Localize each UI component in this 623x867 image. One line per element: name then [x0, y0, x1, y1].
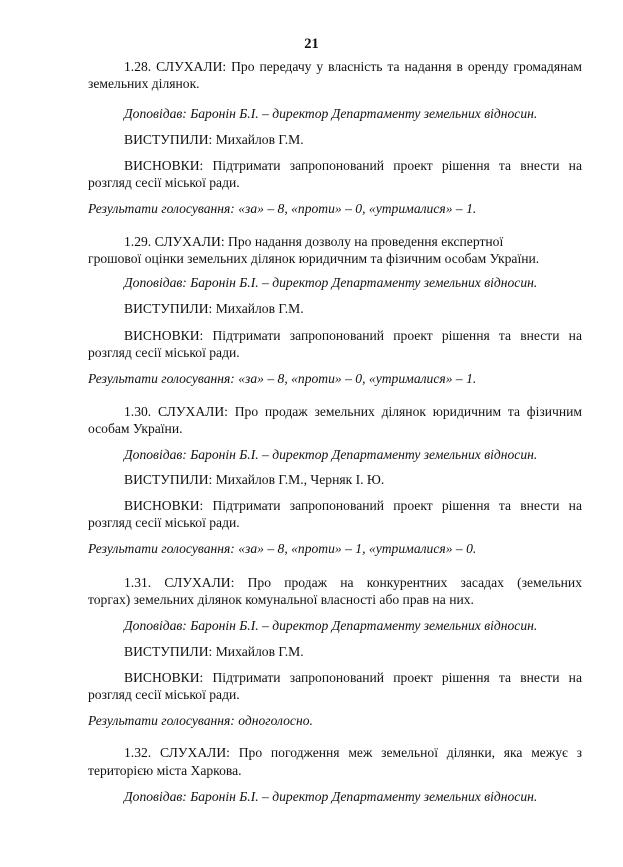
heard-line-1: 1.30. СЛУХАЛИ: Про продаж земельних ділянок юридичним та фізичним	[124, 404, 582, 419]
heard-line-1: 1.32. СЛУХАЛИ: Про погодження меж земельної ділянки, яка межує з	[124, 745, 582, 760]
conclusions-line-1: ВИСНОВКИ: Підтримати запропонований проект рішення та внести на	[124, 498, 582, 513]
heard-line-1: 1.31. СЛУХАЛИ: Про продаж на конкурентних засадах (земельних	[124, 575, 582, 590]
voting-results: Результати голосування: одноголосно.	[88, 713, 313, 728]
conclusions-line-2: розгляд сесії міської ради.	[88, 515, 240, 530]
heard-line-1: 1.29. СЛУХАЛИ: Про надання дозволу на проведення експертної	[124, 234, 504, 249]
conclusions-line-1: ВИСНОВКИ: Підтримати запропонований проект рішення та внести на	[124, 670, 582, 685]
conclusions-line-1: ВИСНОВКИ: Підтримати запропонований проект рішення та внести на	[124, 158, 582, 173]
conclusions-line-2: розгляд сесії міської ради.	[88, 345, 240, 360]
speakers-line: ВИСТУПИЛИ: Михайлов Г.М.	[124, 301, 304, 316]
voting-results: Результати голосування: «за» – 8, «проти» – 0, «утрималися» – 1.	[88, 371, 477, 386]
heard-line-2: торгах) земельних ділянок комунальної власності або прав на них.	[88, 592, 474, 607]
speakers-line: ВИСТУПИЛИ: Михайлов Г.М.	[124, 132, 304, 147]
conclusions-line-2: розгляд сесії міської ради.	[88, 175, 240, 190]
speakers-line: ВИСТУПИЛИ: Михайлов Г.М., Черняк І. Ю.	[124, 472, 385, 487]
heard-line-2: грошової оцінки земельних ділянок юридичним та фізичним особам України.	[88, 251, 540, 266]
heard-line-1: 1.28. СЛУХАЛИ: Про передачу у власність та надання в оренду громадянам	[124, 59, 582, 74]
reporter-line: Доповідав: Баронін Б.І. – директор Департаменту земельних відносин.	[124, 106, 538, 121]
heard-line-2: територією міста Харкова.	[88, 763, 242, 778]
speakers-line: ВИСТУПИЛИ: Михайлов Г.М.	[124, 644, 304, 659]
reporter-line: Доповідав: Баронін Б.І. – директор Департаменту земельних відносин.	[124, 618, 538, 633]
heard-line-2: особам України.	[88, 421, 183, 436]
reporter-line: Доповідав: Баронін Б.І. – директор Департаменту земельних відносин.	[124, 789, 538, 804]
page-number: 21	[304, 36, 319, 52]
reporter-line: Доповідав: Баронін Б.І. – директор Департаменту земельних відносин.	[124, 447, 538, 462]
conclusions-line-1: ВИСНОВКИ: Підтримати запропонований проект рішення та внести на	[124, 328, 582, 343]
voting-results: Результати голосування: «за» – 8, «проти» – 0, «утрималися» – 1.	[88, 201, 477, 216]
voting-results: Результати голосування: «за» – 8, «проти» – 1, «утрималися» – 0.	[88, 541, 477, 556]
heard-line-2: земельних ділянок.	[88, 76, 200, 91]
conclusions-line-2: розгляд сесії міської ради.	[88, 687, 240, 702]
reporter-line: Доповідав: Баронін Б.І. – директор Департаменту земельних відносин.	[124, 275, 538, 290]
